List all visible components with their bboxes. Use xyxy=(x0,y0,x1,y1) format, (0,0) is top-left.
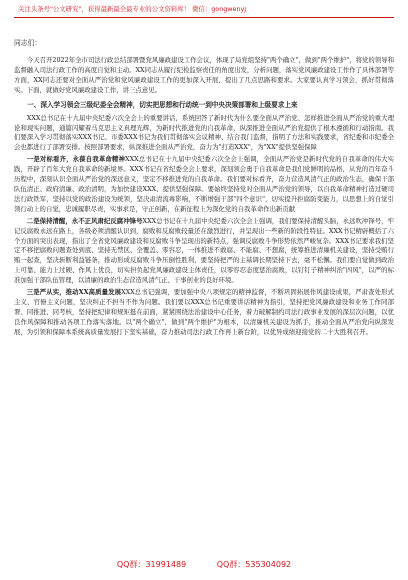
intro-paragraph: 今天召开2022年全市司法行政总结部署暨党风廉政建设工作会议，体现了局党组坚持"两个确立"，做到"两个维护"，将党的领导和监督融入司法行政工作的高度自觉和主动。XX同志从履行纪检监察责任的角度出发，分析问题，落实党风廉政建设工作作了具体部署等方面，XX同志还要对全面从严治党和党风廉政建设工作的更加深入开展，提出了几点思路和要求。大家要认真学习领会，抓好贯彻落实。下面，就做好党风廉政建设工作，讲三点意见。 xyxy=(14,56,394,94)
point-text: XXX总书记在十九届中央纪委六次全会上强调，全面从严治党是新时代党的自我革命的伟大实践，开辟了百年大党自我革命的新境界。XXX书记在省纪委全会上要求，深刻领会勇于自我革命是我们党鲜明的品格，从党的百年奋斗历程中，深刻认识全面从严治党的深远意义，坚定不移推进党的自我革命。我们要对标看齐，奋力营造风清气正的政治生态，确保干部队伍清正、政府清廉、政治清明，为加快建设XXX、提供坚强保障。要始终坚持党对全面从严治党的领导，以自我革命精神打造过硬司法行政铁军，坚持以党的政治建设为统领，坚决肃清流毒影响，不断增强干部"四个意识"，切实提升拒腐防变能力，以思想上的自觉引领行动上的自觉，忠诚履职尽责，实事求是，守正创新，在新征程上为深化党的自我革命作出新贡献 xyxy=(14,155,395,213)
point-paragraph-3 xyxy=(14,288,394,338)
document-body xyxy=(14,56,394,340)
footer-contact xyxy=(0,558,408,572)
qq-group-2: QQ群：535304092 xyxy=(216,560,292,569)
point-text: XXX总书记在十九届中央纪委六次全会上强调，我们要保持清醒头脑，永远吹冲锋号，牢记反腐败永远在路上，各级必须清醒认识到，腐败和反腐败较量还在激烈进行，并呈现出一些新的阶段性特征。XXX书记精辟概括了六个方面的突出表现，指出了全省党风廉政建设和反腐败斗争呈现出的新特点，强调反腐败斗争形势依然严峻复杂。XXX书记要求我们坚定不移把腐败问题查处到底、坚持无禁区、全覆盖、零容忍，一体推进不敢腐、不能腐、不想腐，统筹推进清廉机关建设，坚持受贿行贿一起查，坚决斩断利益链条，推动形成反腐败斗争压倒性胜利，要坚持把严的主基调长期坚持下去，毫不松懈。我们要自觉做到政治上可靠、能力上过硬、作风上优良，切实担负起党风廉政建设主体责任，以零容忍态度惩治腐败，以钉钉子精神纠治"四风"，以严的标准加强干部队伍管理，以清廉的政治生态营造风清气正、干事创业的良好环境。 xyxy=(14,216,395,285)
point-lead: 一是对标看齐，永葆自我革命精神 xyxy=(26,155,126,164)
body-paragraph: XXX总书记在十九届中央纪委六次全会上的重要讲话，系统回答了新时代为什么要全面从严治党、怎样推进全面从严治党的重大理论和现实问题，通篇闪耀着马克思主义真理光辉，为新时代推进党的自我革命、纵深推进全面从严治党提供了根本遵循和行动指南。我们要深入学习贯彻落实XXX书记、市委XXX书记为我们贯彻落实会议精神、结合我门监督，指明了方法和实践要求，省纪委和市纪委全会也都进行了部署安排。按照部署要求，纵深推进全面从严治党，奋力为"打造XXX"，为"XX"提供坚强保障 xyxy=(14,113,394,152)
point-paragraph-1 xyxy=(14,155,394,214)
banner-divider xyxy=(14,17,394,18)
greeting: 同志们： xyxy=(14,39,42,47)
section-heading: 一、深入学习领会三级纪委全会精神，切实把思想和行动统一到中央决策部署和上级要求上来 xyxy=(27,100,298,109)
point-lead: 三是严从实，推动XX高质量发展 xyxy=(26,288,122,297)
point-lead: 二是保持清醒，永不正风肃纪反腐冲锋号 xyxy=(26,216,143,225)
point-paragraph-2 xyxy=(14,217,394,286)
qq-group-1: QQ群：31991489 xyxy=(116,560,187,569)
point-text: XXX总书记强调，要加强中央八项规定的精神监督，不断巩固拓展作风建设成果，严肃查处形式主义、官僚主义问题，坚决纠正不担当不作为问题。我们要以XXX总书记重要讲话精神为指引，坚持把党风廉政建设和业务工作同部署、同推进、同考核，坚持把纪律和规矩挺在前面，紧紧围绕法治建设中心任务，着力破解制约司法行政事业发展的深层次问题，以优良作风保障和推动各项工作落实落地。以"两个确立"，做到"两个维护"为根本，以清廉机关建设为抓手，推动全面从严治党向纵深发展，为引领和保障本系统高质量发展打下坚实基础，奋力推动司法行政工作再上新台阶，以优异成绩迎接党的二十大胜利召开。 xyxy=(14,288,394,336)
promo-banner: 关注头条号"公文研究"，获得最新最全最专业的公文资料库！ 微信：gongwenyj xyxy=(18,5,247,13)
